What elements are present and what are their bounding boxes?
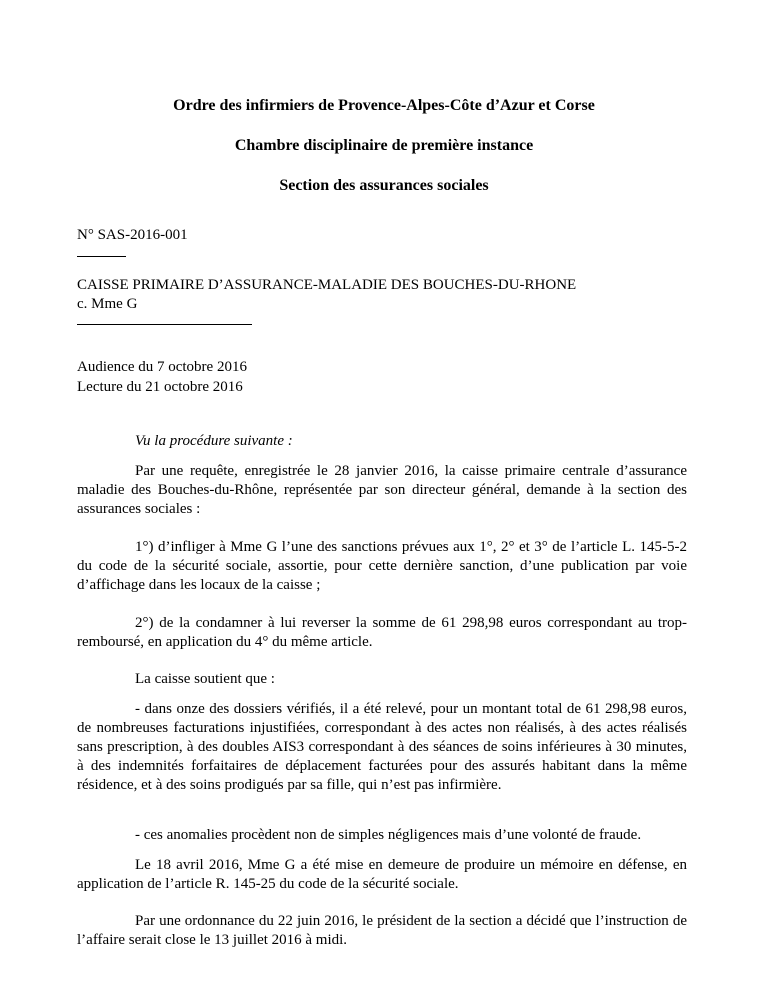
paragraph-request: [77, 462, 687, 519]
paragraph-repayment-text: 2°) de la condamner à lui reverser la somme de 61 298,98 euros correspondant au trop-remboursé, en application du 4° du même article.: [77, 615, 687, 650]
paragraph-notice: [77, 856, 687, 894]
paragraph-sanction-text: 1°) d’infliger à Mme G l’une des sanctions prévues aux 1°, 2° et 3° de l’article L. 145-5-2 du code de la sécurité sociale, assortie, pour cette dernière sanction, d’une publication par voie d’affichage dans les locaux de la caisse ;: [77, 539, 687, 593]
paragraph-repayment: [77, 614, 687, 652]
divider-long: [77, 324, 252, 325]
paragraph-claim-1: [77, 700, 687, 795]
parties-plaintiff: CAISSE PRIMAIRE D’ASSURANCE-MALADIE DES BOUCHES-DU-RHONE: [77, 277, 577, 293]
paragraph-sanction: [77, 538, 687, 595]
case-number: N° SAS-2016-001: [77, 227, 188, 243]
hearing-date: Audience du 7 octobre 2016: [77, 359, 247, 375]
reading-date: Lecture du 21 octobre 2016: [77, 379, 243, 395]
paragraph-order: [77, 912, 687, 950]
paragraph-notice-text: Le 18 avril 2016, Mme G a été mise en demeure de produire un mémoire en défense, en application de l’article R. 145-25 du code de la sécurité sociale.: [77, 857, 687, 892]
paragraph-order-text: Par une ordonnance du 22 juin 2016, le président de la section a décidé que l’instruction de l’affaire serait close le 13 juillet 2016 à midi.: [77, 913, 687, 948]
paragraph-request-text: Par une requête, enregistrée le 28 janvier 2016, la caisse primaire centrale d’assurance maladie des Bouches-du-Rhône, représentée par son directeur général, demande à la section des assurances sociales :: [77, 463, 687, 517]
heading-chamber: Chambre disciplinaire de première instance: [234, 137, 534, 154]
heading-section: Section des assurances sociales: [279, 177, 489, 194]
heading-order: Ordre des infirmiers de Provence-Alpes-Côte d’Azur et Corse: [173, 97, 595, 114]
procedure-title: Vu la procédure suivante :: [135, 433, 293, 449]
paragraph-claims-intro: La caisse soutient que :: [135, 671, 275, 687]
divider-short: [77, 256, 126, 257]
parties-defendant: c. Mme G: [77, 296, 138, 312]
paragraph-claim-2: - ces anomalies procèdent non de simples négligences mais d’une volonté de fraude.: [135, 827, 642, 843]
paragraph-claim-1-text: - dans onze des dossiers vérifiés, il a été relevé, pour un montant total de 61 298,98 euros, de nombreuses facturations injustifiées, correspondant à des actes non réalisés, à des actes réalisés sans prescription, à des doubles AIS3 correspondant à des séances de soins inférieures à 30 minutes, à des indemnités forfaitaires de déplacement facturées pour des assurés habitant dans la même résidence, et à des soins prodigués par sa fille, qui n’est pas infirmière.: [77, 701, 687, 793]
